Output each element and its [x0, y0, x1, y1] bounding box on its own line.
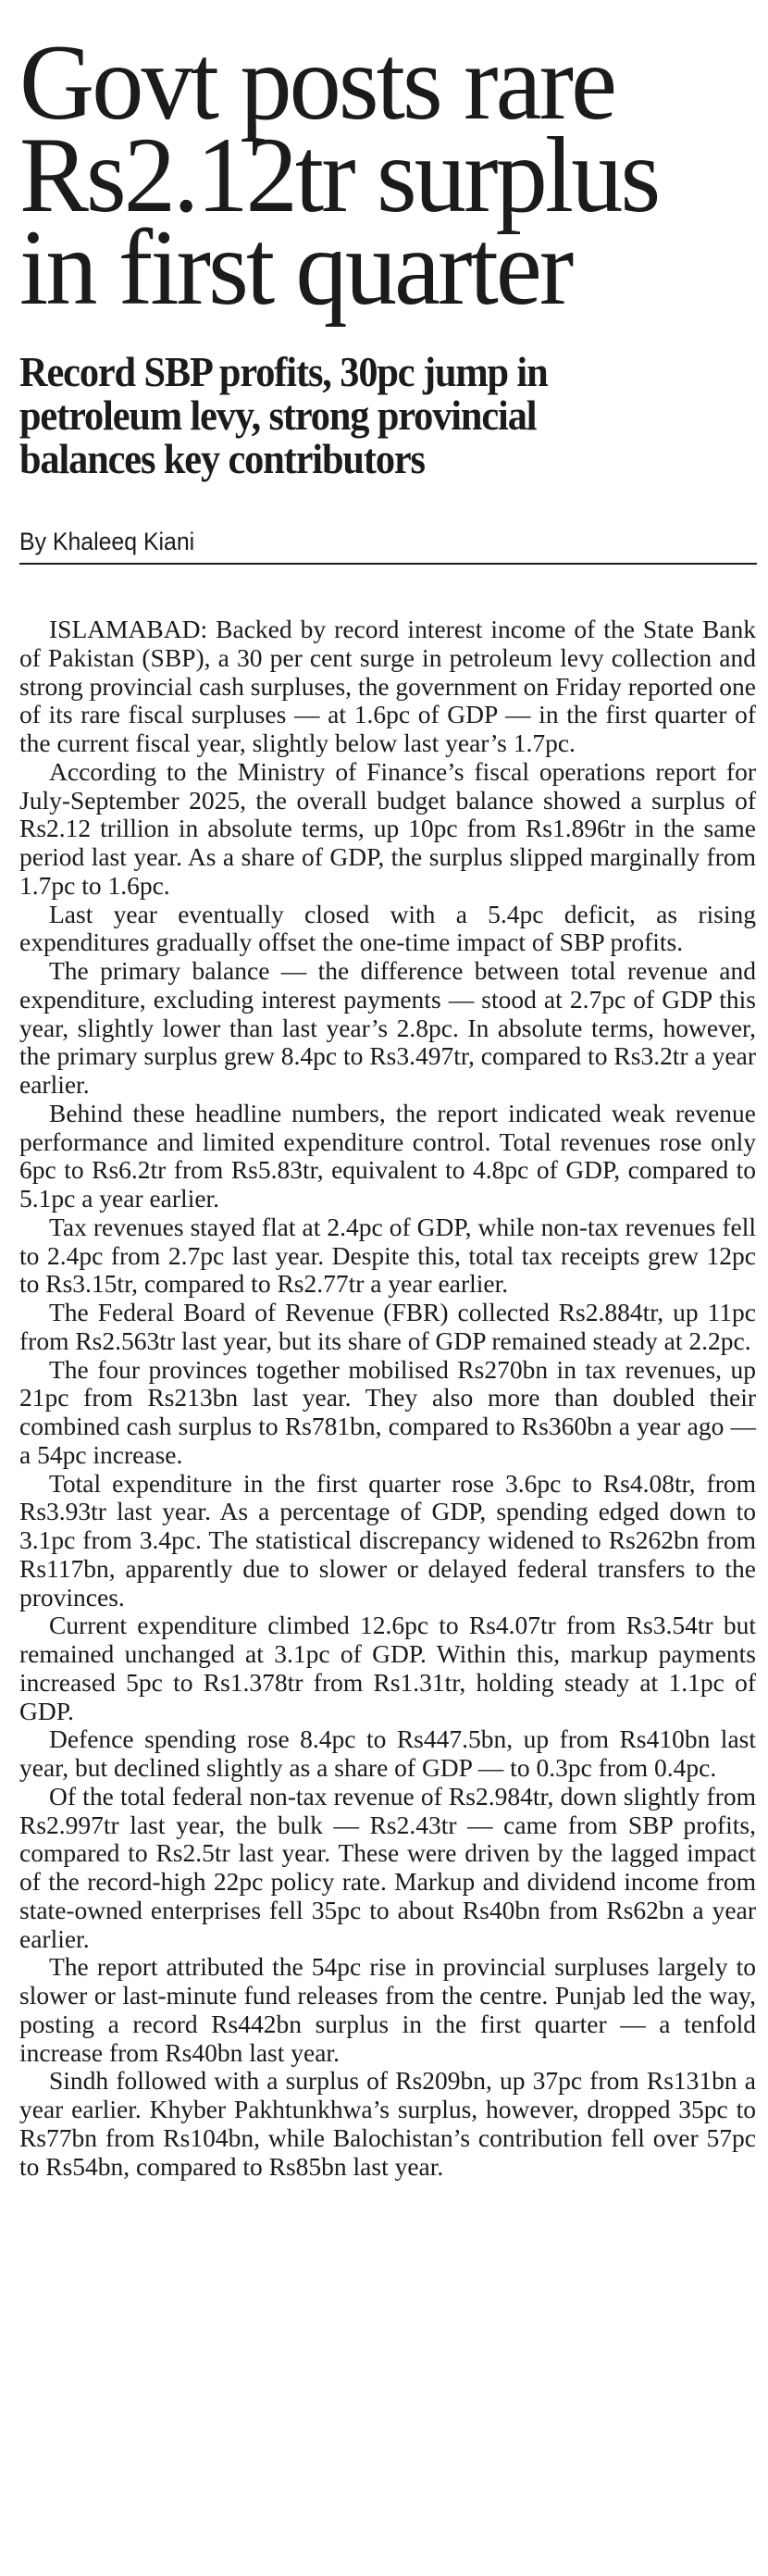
paragraph: Sindh followed with a surplus of Rs209bn, up 37pc from Rs131bn a year earlier. Khyber Pakhtunkhwa’s surplus, however, dropped 35pc to Rs77bn from Rs104bn, while Balochistan’s contribution fell over 57pc to Rs54bn, compared to Rs85bn last year. [19, 2066, 756, 2181]
paragraph: Defence spending rose 8.4pc to Rs447.5bn, up from Rs410bn last year, but declined slightly as a share of GDP — to 0.3pc from 0.4pc. [19, 1724, 756, 1782]
paragraph: Last year eventually closed with a 5.4pc deficit, as rising expenditures gradually offset the one-time impact of SBP profits. [19, 899, 756, 957]
paragraph: The four provinces together mobilised Rs270bn in tax revenues, up 21pc from Rs213bn last year. They also more than doubled their combined cash surplus to Rs781bn, compared to Rs360bn a year ago — a 54pc increase. [19, 1354, 756, 1469]
paragraph: Current expenditure climbed 12.6pc to Rs4.07tr from Rs3.54tr but remained unchanged at 3.1pc of GDP. Within this, markup payments increased 5pc to Rs1.378tr from Rs1.31tr, holding steady at 1.1pc of GDP. [19, 1611, 756, 1725]
news-article [19, 0, 756, 2181]
subheadline-line: balances key contributors [19, 435, 425, 482]
paragraph: ISLAMABAD: Backed by record interest income of the State Bank of Pakistan (SBP), a 30 per cent surge in petroleum levy collection and strong provincial cash surpluses, the government on Friday reported one of its rare fiscal surpluses — at 1.6pc of GDP — in the first quarter of the current fiscal year, slightly below last year’s 1.7pc. [19, 615, 756, 757]
paragraph: Tax revenues stayed flat at 2.4pc of GDP, while non-tax revenues fell to 2.4pc from 2.7pc last year. Despite this, total tax receipts grew 12pc to Rs3.15tr, compared to Rs2.77tr a year earlier. [19, 1212, 756, 1299]
paragraph: The primary balance — the difference between total revenue and expenditure, excluding interest payments — stood at 2.7pc of GDP this year, slightly lower than last year’s 2.8pc. In absolute terms, however, the primary surplus grew 8.4pc to Rs3.497tr, compared to Rs3.2tr a year earlier. [19, 956, 756, 1099]
headline-line: Rs2.12tr surplus [19, 116, 659, 235]
subheadline [19, 350, 548, 480]
paragraph: Total expenditure in the first quarter rose 3.6pc to Rs4.08tr, from Rs3.93tr last year. As a percentage of GDP, spending edged down to 3.1pc from 3.4pc. The statistical discrepancy widened to Rs262bn from Rs117bn, apparently due to slower or delayed federal transfers to the provinces. [19, 1468, 756, 1612]
paragraph: According to the Ministry of Finance’s fiscal operations report for July-September 2025, the overall budget balance showed a surplus of Rs2.12 trillion in absolute terms, up 10pc from Rs1.896tr in the same period last year. As a share of GDP, the surplus slipped marginally from 1.7pc to 1.6pc. [19, 756, 756, 900]
subheadline-line: Record SBP profits, 30pc jump in [19, 348, 548, 395]
headline-line: in first quarter [19, 208, 572, 328]
paragraph: Behind these headline numbers, the report indicated weak revenue performance and limited expenditure control. Total revenues rose only 6pc to Rs6.2tr from Rs5.83tr, equivalent to 4.8pc of GDP, compared to 5.1pc a year earlier. [19, 1098, 756, 1213]
paragraph: The Federal Board of Revenue (FBR) collected Rs2.884tr, up 11pc from Rs2.563tr last year, but its share of GDP remained steady at 2.2pc. [19, 1298, 756, 1355]
headline [19, 0, 726, 328]
subheadline-line: petroleum levy, strong provincial [19, 392, 537, 439]
headline-line: Govt posts rare [19, 23, 615, 143]
paragraph: Of the total federal non-tax revenue of Rs2.984tr, down slightly from Rs2.997tr last year, the bulk — Rs2.43tr — came from SBP profits, compared to Rs2.5tr last year. These were driven by the lagged impact of the record-high 22pc policy rate. Markup and dividend income from state-owned enterprises fell 35pc to about Rs40bn from Rs62bn a year earlier. [19, 1781, 756, 1953]
byline: By Khaleeq Kiani [19, 528, 195, 555]
byline-divider [19, 563, 757, 565]
article-body [19, 616, 756, 2181]
paragraph: The report attributed the 54pc rise in provincial surpluses largely to slower or last-minute fund releases from the centre. Punjab led the way, posting a record Rs442bn surplus in the first quarter — a tenfold increase from Rs40bn last year. [19, 1952, 756, 2067]
